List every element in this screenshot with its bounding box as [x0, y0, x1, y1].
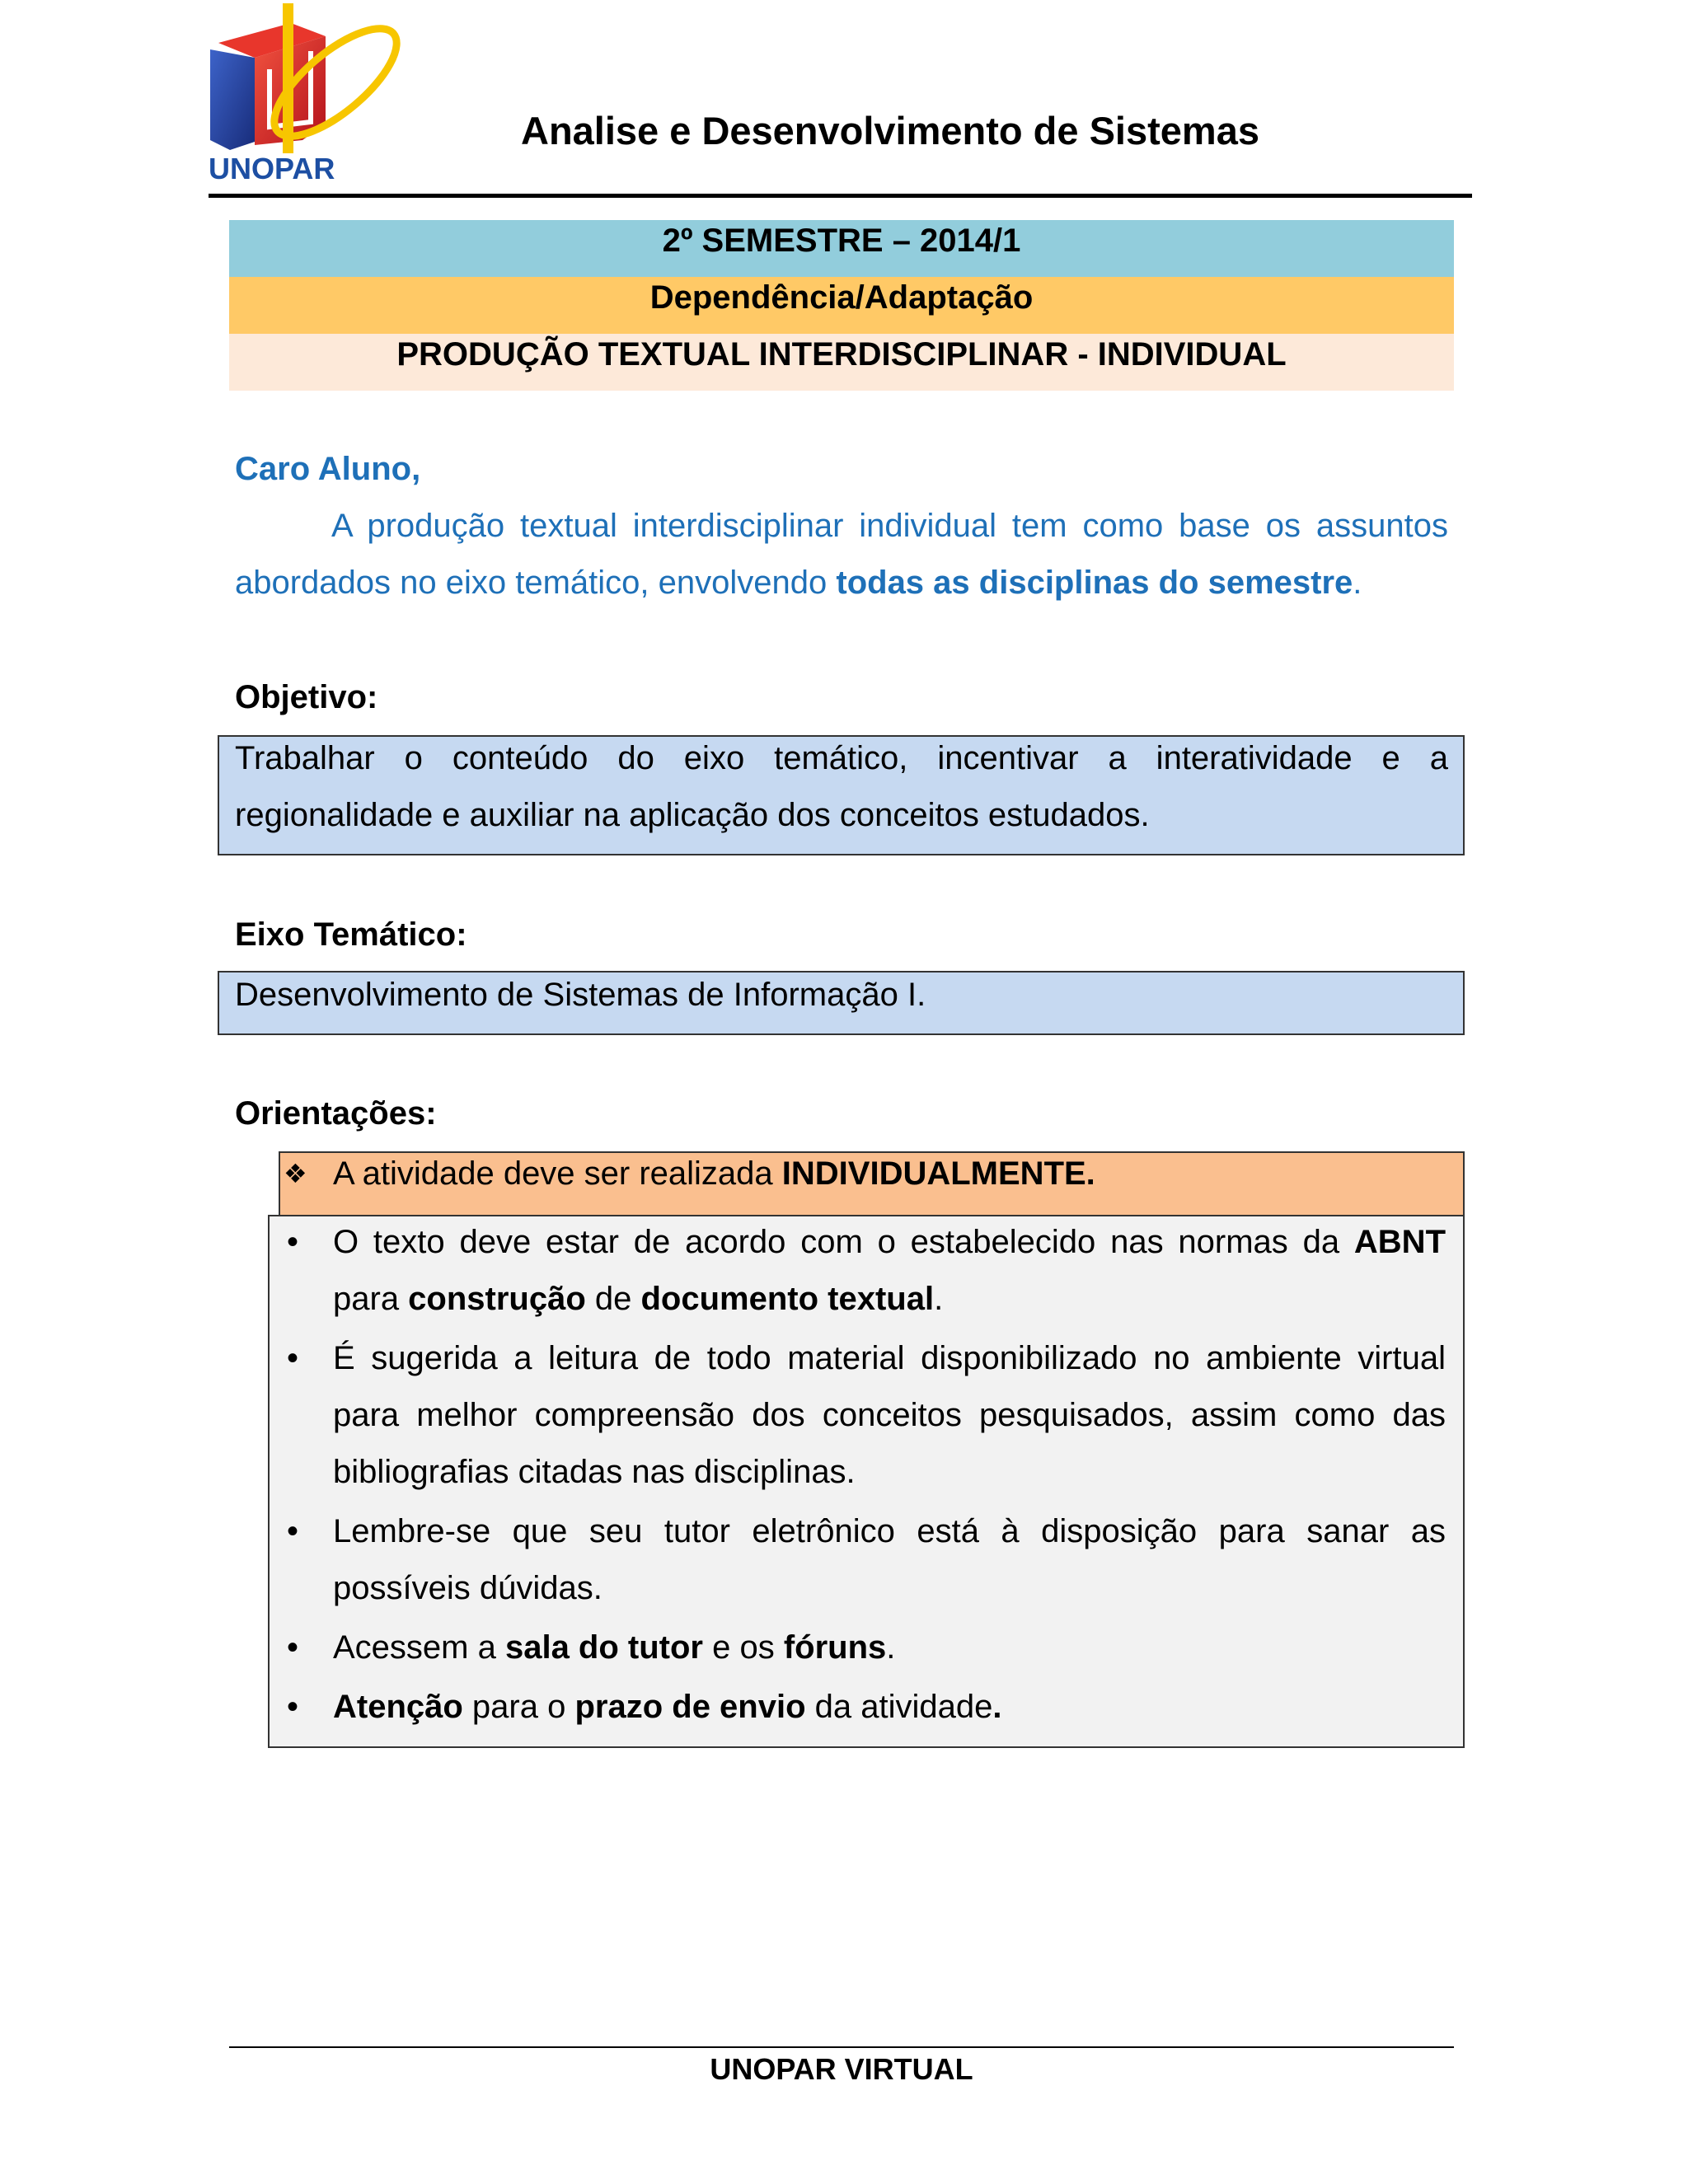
diamond-bullet-icon: ❖ [284, 1158, 307, 1189]
highlight-text: A atividade deve ser realizada [333, 1155, 782, 1192]
guideline-item-tutor [286, 1503, 1446, 1617]
objective-text-line: Trabalhar o conteúdo do eixo temático, incentivar a interatividade e a [235, 740, 1448, 776]
footer-text: UNOPAR VIRTUAL [710, 2052, 973, 2086]
thematic-axis-heading: Eixo Temático: [235, 916, 467, 953]
item-text: da atividade [805, 1689, 993, 1725]
unopar-logo [205, 0, 403, 185]
list-bullet: • [286, 1340, 298, 1376]
objective-text [235, 730, 1448, 844]
guidelines-heading: Orientações: [235, 1095, 437, 1132]
guidelines-list [286, 1214, 1446, 1736]
guideline-item-abnt [286, 1214, 1446, 1328]
list-bullet: • [286, 1513, 298, 1549]
item-emphasis: . [992, 1689, 1002, 1725]
list-bullet: • [286, 1629, 298, 1666]
greeting: Caro Aluno, [235, 451, 421, 487]
list-bullet: • [286, 1224, 298, 1260]
item-text: para [333, 1281, 409, 1317]
guideline-item-reading [286, 1330, 1446, 1501]
item-emphasis: documento textual [640, 1281, 935, 1317]
category-row: Dependência/Adaptação [229, 277, 1454, 334]
item-emphasis: construção [408, 1281, 586, 1317]
logo-wordmark: UNOPAR [209, 152, 335, 185]
semester-row: 2º SEMESTRE – 2014/1 [229, 220, 1454, 277]
intro-text: A produção textual interdisciplinar individual tem como base os assuntos abordados no eixo temático, envolvendo [235, 508, 1448, 601]
logo-yellow-stem [283, 3, 293, 153]
unopar-logo-graphic [205, 0, 403, 185]
intro-end: . [1353, 565, 1362, 601]
header-divider [209, 194, 1472, 198]
item-emphasis: Atenção [333, 1689, 463, 1725]
item-emphasis: ABNT [1353, 1224, 1446, 1260]
objective-heading: Objetivo: [235, 679, 378, 715]
item-emphasis: sala do tutor [504, 1629, 703, 1666]
item-text: para o [462, 1689, 575, 1725]
intro-emphasis: todas as disciplinas do semestre [836, 565, 1353, 601]
objective-box [218, 735, 1465, 855]
logo-blue-block [210, 49, 255, 150]
item-text: . [886, 1629, 896, 1666]
item-text: Lembre-se que seu tutor eletrônico está à disposição para sanar as possíveis dúvidas. [333, 1513, 1446, 1606]
activity-type-row: PRODUÇÃO TEXTUAL INTERDISCIPLINAR - INDIVIDUAL [229, 334, 1454, 391]
thematic-axis-box [218, 971, 1465, 1035]
item-text: . [934, 1281, 944, 1317]
course-title: Analise e Desenvolvimento de Sistemas [521, 109, 1259, 152]
list-bullet: • [286, 1689, 298, 1725]
guideline-item-forums [286, 1619, 1446, 1676]
item-emphasis: prazo de envio [574, 1689, 806, 1725]
thematic-axis-text: Desenvolvimento de Sistemas de Informação I. [235, 977, 926, 1013]
intro-paragraph [235, 498, 1448, 612]
item-emphasis: fóruns [783, 1629, 887, 1666]
guidelines-box [268, 1215, 1465, 1748]
item-text: e os [703, 1629, 784, 1666]
individual-highlight-box [279, 1151, 1465, 1216]
highlight-line [280, 1146, 1463, 1202]
highlight-emphasis: INDIVIDUALMENTE. [781, 1155, 1095, 1192]
item-text: O texto deve estar de acordo com o estabelecido nas normas da [333, 1224, 1354, 1260]
guideline-item-deadline [286, 1679, 1446, 1736]
objective-text-line: regionalidade e auxiliar na aplicação dos conceitos estudados. [235, 797, 1150, 833]
item-text: de [585, 1281, 641, 1317]
item-text: Acessem a [333, 1629, 505, 1666]
semester-banner [229, 220, 1454, 391]
footer-divider [229, 2046, 1454, 2048]
item-text: É sugerida a leitura de todo material disponibilizado no ambiente virtual para melhor compreensão dos conceitos pesquisados, assim como das bibliografias citadas nas disciplinas. [333, 1340, 1446, 1490]
